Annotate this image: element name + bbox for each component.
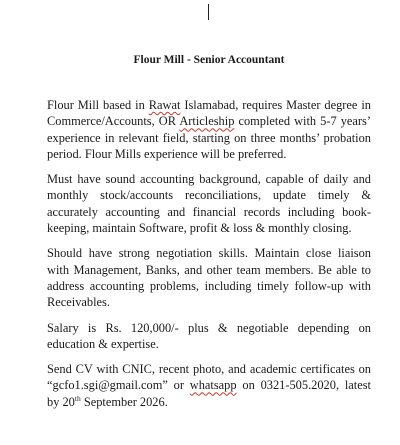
p5-text-c: on 0321-505.2020, latest by 20 bbox=[47, 378, 371, 409]
p1-text-a: Flour Mill based in bbox=[47, 98, 149, 112]
job-title: Flour Mill - Senior Accountant bbox=[133, 54, 285, 66]
paragraph-salary: Salary is Rs. 120,000/- plus & negotiable depending on education & expertise. bbox=[47, 320, 371, 351]
spellcheck-word-articleship: Articleship bbox=[179, 114, 235, 129]
document-page bbox=[47, 52, 371, 419]
p1-text-c: Islamabad, requires Master degree in Commerce/Accounts, OR bbox=[47, 98, 371, 129]
paragraph-skills: Should have strong negotiation skills. Maintain close liaison with Management, Banks, and other team members. Be able to address accounting problems, including timely follow-up with Receivables. bbox=[47, 246, 371, 310]
paragraph-requirements bbox=[47, 97, 371, 162]
p1-text-e: completed with 5-7 years’ experience in relevant field, starting on three months’ probation period. Flour Mills experience will be preferred. bbox=[47, 114, 372, 161]
p5-text-d: September 2026. bbox=[80, 394, 168, 409]
text-cursor bbox=[208, 4, 209, 20]
paragraph-application bbox=[47, 361, 371, 410]
spellcheck-word-whatsapp: whatsapp bbox=[189, 378, 237, 393]
paragraph-responsibilities: Must have sound accounting background, capable of daily and monthly stock/accounts reconciliations, update timely & accurately accounting and financial records including book-keeping, maintain Software, profit & loss & monthly closing. bbox=[47, 172, 371, 236]
spellcheck-word-rawat: Rawat bbox=[148, 98, 181, 112]
ordinal-suffix: th bbox=[74, 393, 81, 403]
p5-text-a: Send CV with CNIC, recent photo, and academic certificates on “gcfo1.sgi@gmail.com” or bbox=[47, 362, 371, 393]
